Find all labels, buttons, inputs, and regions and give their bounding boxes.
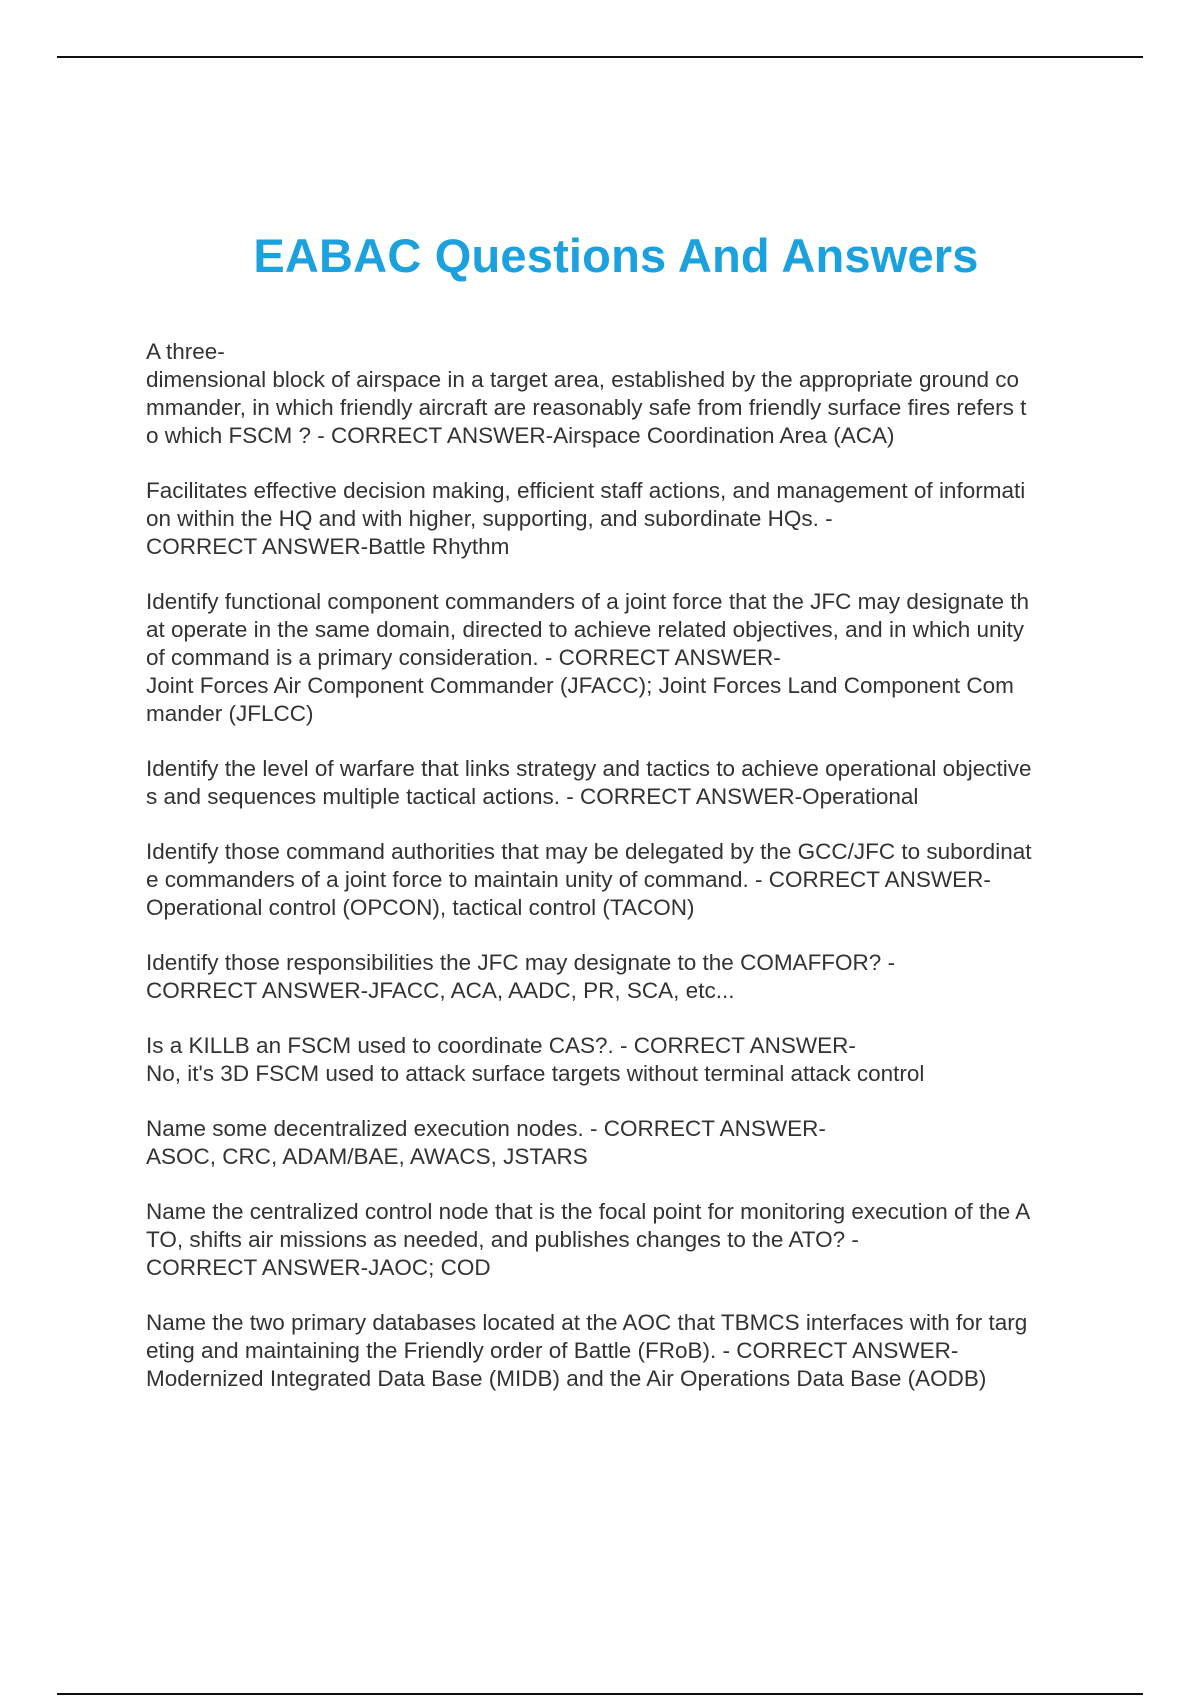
qa-item-2: Facilitates effective decision making, efficient staff actions, and management of informati on within the HQ and with higher, supporting, and subordinate HQs. - CORRECT ANSWER-Battle Rhythm xyxy=(146,478,1026,559)
document-title: EABAC Questions And Answers xyxy=(253,229,979,282)
footer-rule xyxy=(57,1693,1143,1695)
qa-item-8: Name some decentralized execution nodes. - CORRECT ANSWER- ASOC, CRC, ADAM/BAE, AWACS, JSTARS xyxy=(146,1116,826,1169)
qa-item-7: Is a KILLB an FSCM used to coordinate CAS?. - CORRECT ANSWER- No, it's 3D FSCM used to attack surface targets without terminal attack control xyxy=(146,1033,925,1086)
qa-list xyxy=(146,338,1086,1420)
qa-item-5: Identify those command authorities that may be delegated by the GCC/JFC to subordinat e commanders of a joint force to maintain unity of command. - CORRECT ANSWER- Operational control (OPCON), tactical control (TACON) xyxy=(146,839,1032,920)
header-rule xyxy=(57,56,1143,58)
qa-item-4: Identify the level of warfare that links strategy and tactics to achieve operational objective s and sequences multiple tactical actions. - CORRECT ANSWER-Operational xyxy=(146,756,1032,809)
qa-item-1: A three- dimensional block of airspace in a target area, established by the appropriate ground co mmander, in which friendly aircraft are reasonably safe from friendly surface fires refers t o which FSCM ? - CORRECT ANSWER-Airspace Coordination Area (ACA) xyxy=(146,339,1027,448)
qa-item-3: Identify functional component commanders of a joint force that the JFC may designate th at operate in the same domain, directed to achieve related objectives, and in which unity of command is a primary consideration. - CORRECT ANSWER- Joint Forces Air Component Commander (JFACC); Joint Forces Land Component Com mander (JFLCC) xyxy=(146,589,1029,726)
qa-item-6: Identify those responsibilities the JFC may designate to the COMAFFOR? - CORRECT ANSWER-JFACC, ACA, AADC, PR, SCA, etc... xyxy=(146,950,896,1003)
qa-item-9: Name the centralized control node that is the focal point for monitoring execution of the A TO, shifts air missions as needed, and publishes changes to the ATO? - CORRECT ANSWER-JAOC; COD xyxy=(146,1199,1031,1280)
qa-item-10: Name the two primary databases located at the AOC that TBMCS interfaces with for targ eting and maintaining the Friendly order of Battle (FRoB). - CORRECT ANSWER- Modernized Integrated Data Base (MIDB) and the Air Operations Data Base (AODB) xyxy=(146,1310,1028,1391)
